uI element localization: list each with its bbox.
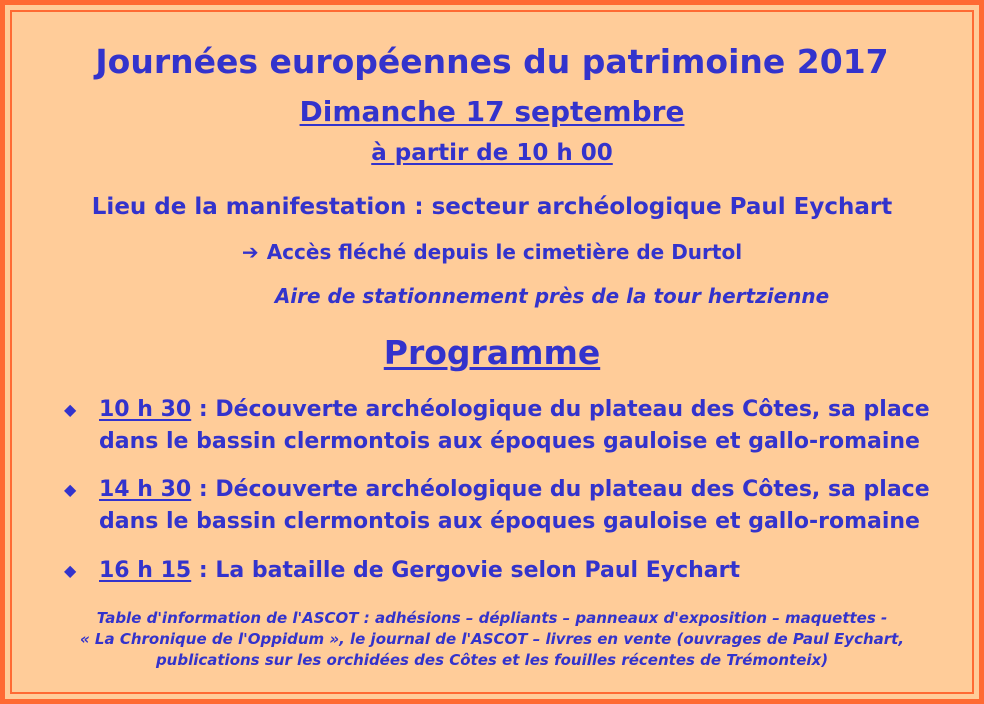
parking-info: Aire de stationnement près de la tour hertzienne xyxy=(274,284,830,308)
programme-item-time: 10 h 30 xyxy=(99,397,192,422)
access-line xyxy=(0,240,984,264)
programme-item-time: 14 h 30 xyxy=(99,477,192,502)
diamond-bullet-icon: ◆ xyxy=(64,561,77,580)
programme-item-text-cont: dans le bassin clermontois aux époques gauloise et gallo-romaine xyxy=(99,429,920,454)
programme-heading: Programme xyxy=(383,333,601,372)
programme-item-text: : Découverte archéologique du plateau des Côtes, sa place xyxy=(191,477,930,502)
access-text: Accès fléché depuis le cimetière de Durtol xyxy=(266,240,743,264)
start-time: à partir de 10 h 00 xyxy=(371,140,613,166)
event-location: Lieu de la manifestation : secteur archéologique Paul Eychart xyxy=(91,194,893,220)
programme-item-text-cont: dans le bassin clermontois aux époques gauloise et gallo-romaine xyxy=(99,509,920,534)
footer-line: publications sur les orchidées des Côtes et les fouilles récentes de Trémonteix) xyxy=(155,651,829,669)
diamond-bullet-icon: ◆ xyxy=(64,480,77,499)
footer-info xyxy=(0,608,984,671)
event-date: Dimanche 17 septembre xyxy=(299,95,685,128)
diamond-bullet-icon: ◆ xyxy=(64,400,77,419)
footer-line: Table d'information de l'ASCOT : adhésions – dépliants – panneaux d'exposition – maquettes - xyxy=(96,609,888,627)
poster-title: Journées européennes du patrimoine 2017 xyxy=(95,42,889,81)
programme-item-time: 16 h 15 xyxy=(99,558,192,583)
footer-line: « La Chronique de l'Oppidum », le journal de l'ASCOT – livres en vente (ouvrages de Paul Eychart, xyxy=(79,630,905,648)
programme-item-text: : La bataille de Gergovie selon Paul Eychart xyxy=(191,558,741,583)
programme-item-text: : Découverte archéologique du plateau des Côtes, sa place xyxy=(191,397,930,422)
right-arrow-icon: ➔ xyxy=(241,240,259,264)
